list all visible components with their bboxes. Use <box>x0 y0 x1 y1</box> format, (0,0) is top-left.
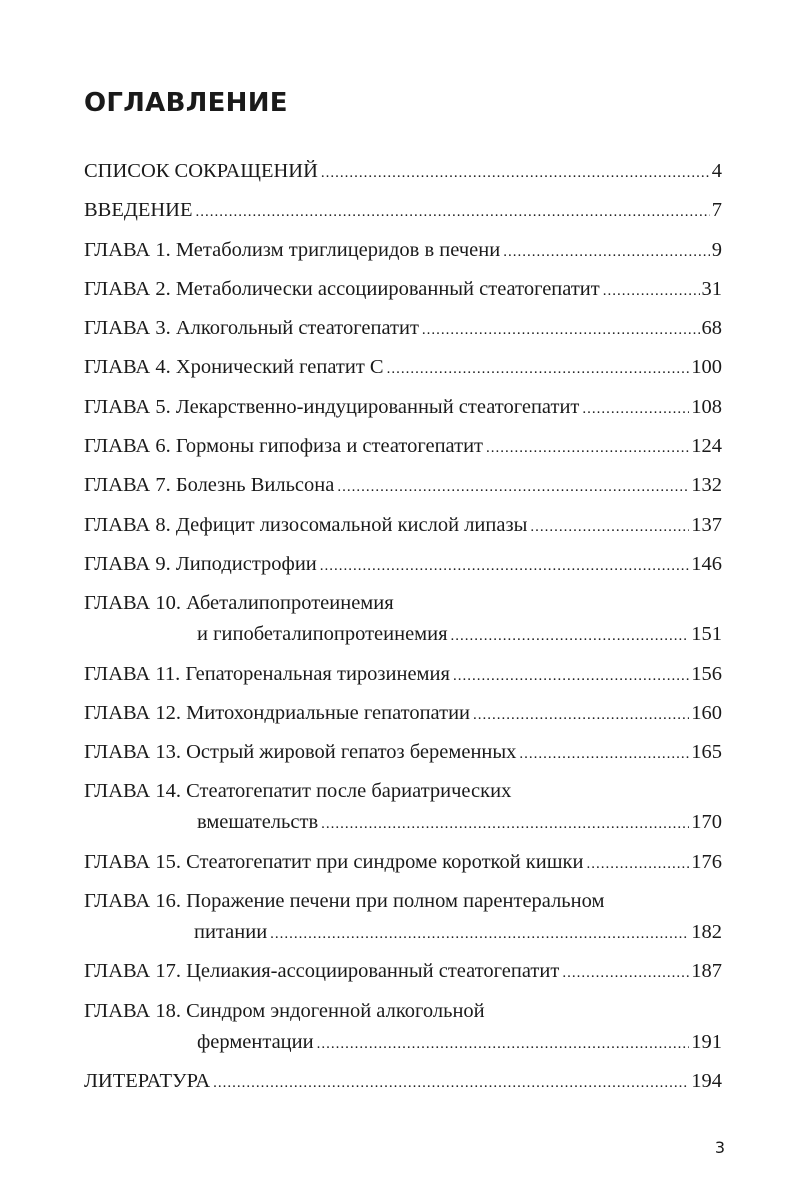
toc-entry-title: ГЛАВА 3. Алкогольный стеатогепатит <box>84 317 419 340</box>
toc-entry-chapter-15 <box>84 847 722 880</box>
toc-entry-page: 31 <box>701 277 722 300</box>
toc-entry-abbreviations <box>84 156 722 189</box>
dot-leader <box>320 551 689 582</box>
toc-entry-page: 182 <box>691 921 722 944</box>
dot-leader <box>317 1029 690 1060</box>
toc-entry-page: 7 <box>711 199 722 222</box>
toc-entry-page: 151 <box>691 623 722 646</box>
toc-entry-title: ГЛАВА 16. Поражение печени при полном парентеральном <box>84 890 605 913</box>
dot-leader <box>473 700 689 731</box>
dot-leader <box>270 919 689 950</box>
toc-entry-title: ГЛАВА 12. Митохондриальные гепатопатии <box>84 701 471 724</box>
toc-entry-page: 194 <box>691 1069 722 1092</box>
dot-leader <box>196 197 710 228</box>
toc-entry-title-continued: вмешательств <box>197 811 319 834</box>
toc-entry-chapter-7 <box>84 470 722 503</box>
dot-leader <box>586 849 689 880</box>
toc-entry-title: ГЛАВА 9. Липодистрофии <box>84 552 317 575</box>
dot-leader <box>530 512 689 543</box>
toc-entry-title: ГЛАВА 6. Гормоны гипофиза и стеатогепатит <box>84 435 484 458</box>
toc-entry-chapter-14 <box>84 776 722 840</box>
toc-entry-title: ГЛАВА 10. Абеталипопротеинемия <box>84 592 394 615</box>
dot-leader <box>422 315 700 346</box>
page-title: ОГЛАВЛЕНИЕ <box>84 88 288 118</box>
toc-entry-page: 187 <box>691 960 722 983</box>
toc-entry-chapter-2 <box>84 274 722 307</box>
toc-entry-title: ГЛАВА 4. Хронический гепатит С <box>84 356 384 379</box>
toc-entry-title: ЛИТЕРАТУРА <box>84 1069 211 1092</box>
toc-entry-page: 165 <box>691 741 722 764</box>
toc-entry-introduction <box>84 195 722 228</box>
toc-entry-chapter-4 <box>84 352 722 385</box>
toc-entry-page: 156 <box>691 662 722 685</box>
toc-entry-title: ГЛАВА 15. Стеатогепатит при синдроме короткой кишки <box>84 850 584 873</box>
toc-entry-references <box>84 1066 722 1099</box>
toc-entry-chapter-18 <box>84 996 722 1060</box>
dot-leader <box>503 237 710 268</box>
dot-leader <box>337 472 689 503</box>
toc-entry-chapter-17 <box>84 956 722 989</box>
toc-entry-page: 100 <box>691 356 722 379</box>
toc-entry-page: 9 <box>711 238 722 261</box>
toc-entry-chapter-10 <box>84 588 722 652</box>
toc-entry-page: 191 <box>691 1030 722 1053</box>
toc-entry-chapter-1 <box>84 235 722 268</box>
toc-entry-page: 124 <box>691 435 722 458</box>
toc-entry-title: ГЛАВА 7. Болезнь Вильсона <box>84 474 335 497</box>
toc-entry-title: ГЛАВА 5. Лекарственно-индуцированный стеатогепатит <box>84 395 580 418</box>
toc-entry-title: СПИСОК СОКРАЩЕНИЙ <box>84 160 318 182</box>
dot-leader <box>519 739 689 770</box>
dot-leader <box>213 1068 689 1099</box>
toc-entry-page: 132 <box>691 474 722 497</box>
toc-entry-title-continued: и гипобеталипопротеинемия <box>197 623 448 646</box>
page-number: 3 <box>714 1138 725 1157</box>
toc-entry-title: ГЛАВА 18. Синдром эндогенной алкогольной <box>84 999 485 1022</box>
toc-entry-chapter-16 <box>84 886 722 950</box>
toc-entry-chapter-8 <box>84 510 722 543</box>
dot-leader <box>387 354 690 385</box>
toc-entry-title-continued: питании <box>194 921 268 944</box>
toc-entry-chapter-12 <box>84 698 722 731</box>
toc-entry-page: 146 <box>691 552 722 575</box>
dot-leader <box>486 433 689 464</box>
toc-entry-page: 4 <box>711 160 722 182</box>
toc-entry-title-continued: ферментации <box>197 1030 314 1053</box>
toc-entry-chapter-5 <box>84 392 722 425</box>
toc-entry-page: 137 <box>691 513 722 536</box>
toc-entry-title: ГЛАВА 14. Стеатогепатит после бариатрических <box>84 780 512 803</box>
dot-leader <box>451 621 690 652</box>
toc-entry-page: 160 <box>691 701 722 724</box>
dot-leader <box>603 276 700 307</box>
toc-entry-page: 176 <box>691 850 722 873</box>
dot-leader <box>582 394 689 425</box>
toc-entry-chapter-6 <box>84 431 722 464</box>
toc-entry-title: ГЛАВА 13. Острый жировой гепатоз беременных <box>84 741 517 764</box>
toc-entry-title: ГЛАВА 1. Метаболизм триглицеридов в печени <box>84 238 501 261</box>
toc-entry-title: ГЛАВА 11. Гепаторенальная тирозинемия <box>84 662 450 685</box>
dot-leader <box>453 661 689 692</box>
toc-entry-title: ВВЕДЕНИЕ <box>84 199 193 222</box>
toc-entry-chapter-13 <box>84 737 722 770</box>
toc-entry-title: ГЛАВА 8. Дефицит лизосомальной кислой липазы <box>84 513 528 536</box>
toc-entry-title: ГЛАВА 17. Целиакия-ассоциированный стеатогепатит <box>84 960 560 983</box>
dot-leader <box>562 958 689 989</box>
dot-leader <box>321 158 710 189</box>
table-of-contents <box>84 156 722 1105</box>
toc-entry-page: 108 <box>691 395 722 418</box>
toc-entry-chapter-11 <box>84 659 722 692</box>
toc-entry-chapter-3 <box>84 313 722 346</box>
toc-entry-chapter-9 <box>84 549 722 582</box>
toc-entry-title: ГЛАВА 2. Метаболически ассоциированный стеатогепатит <box>84 277 600 300</box>
toc-entry-page: 68 <box>701 317 722 340</box>
toc-entry-page: 170 <box>691 811 722 834</box>
dot-leader <box>321 809 689 840</box>
